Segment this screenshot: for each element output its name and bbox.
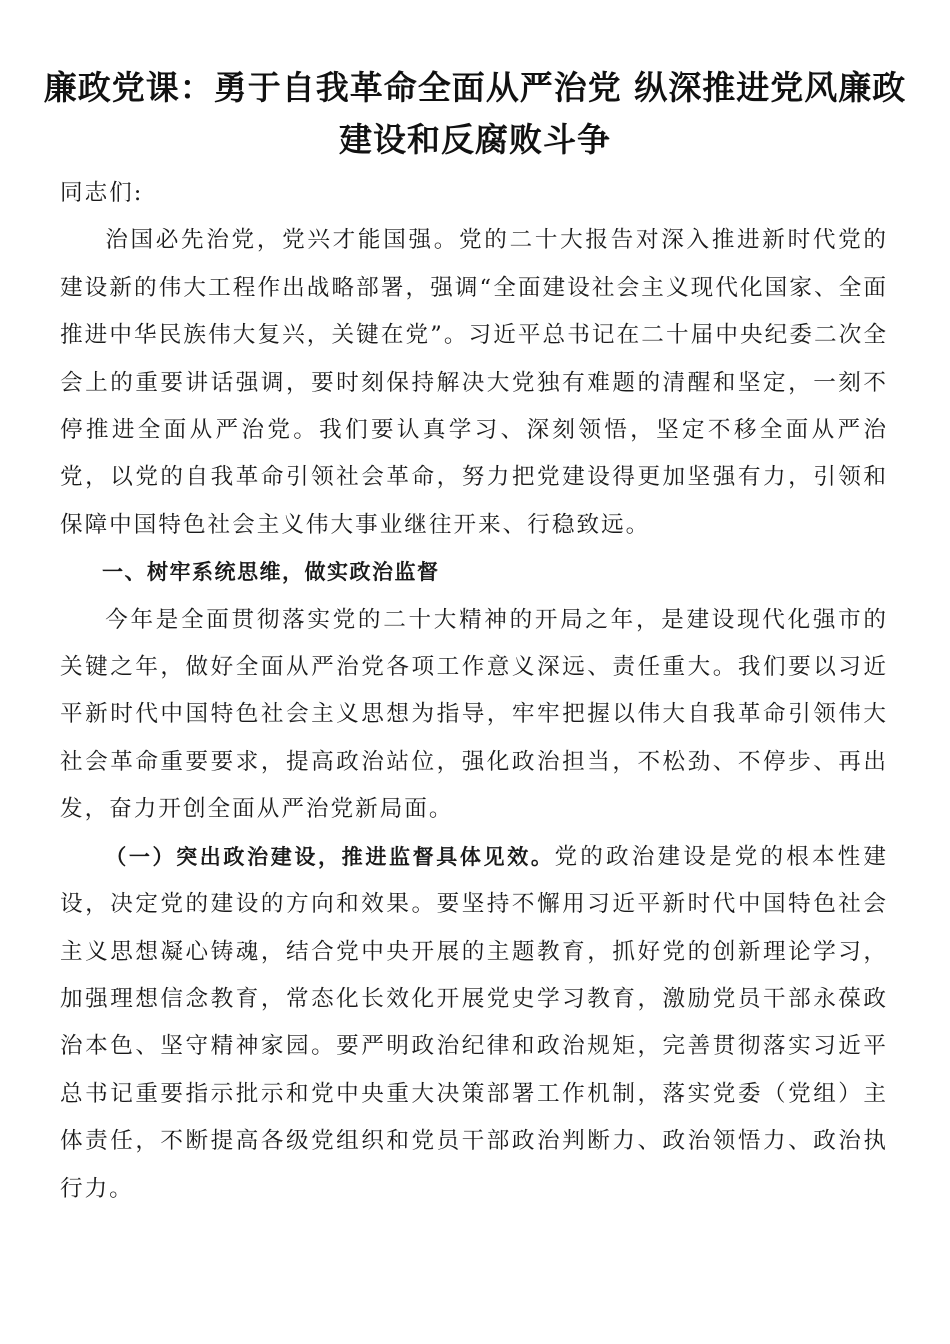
subsection-1-paragraph [60, 834, 888, 1213]
document-title: 廉政党课：勇于自我革命全面从严治党 纵深推进党风廉政建设和反腐败斗争 [43, 68, 907, 159]
subsection-1-heading: （一）突出政治建设，推进监督具体见效。 [105, 844, 555, 869]
section-1-heading: 一、树牢系统思维，做实政治监督 [102, 560, 440, 585]
section-1-paragraph: 今年是全面贯彻落实党的二十大精神的开局之年，是建设现代化强市的关键之年，做好全面从严治党各项工作意义深远、责任重大。我们要以习近平新时代中国特色社会主义思想为指导，牢牢把握以伟大自我革命引领伟大社会革命重要要求，提高政治站位，强化政治担当，不松劲、不停步、再出发，奋力开创全面从严治党新局面。 [60, 606, 888, 823]
document-body [60, 170, 888, 1213]
subsection-1-text: 党的政治建设是党的根本性建设，决定党的建设的方向和效果。要坚持不懈用习近平新时代中国特色社会主义思想凝心铸魂，结合党中央开展的主题教育，抓好党的创新理论学习，加强理想信念教育，常态化长效化开展党史学习教育，激励党员干部永葆政治本色、坚守精神家园。要严明政治纪律和政治规矩，完善贯彻落实习近平总书记重要指示批示和党中央重大决策部署工作机制，落实党委（党组）主体责任，不断提高各级党组织和党员干部政治判断力、政治领悟力、政治执行力。 [60, 843, 889, 1202]
salutation: 同志们: [60, 180, 144, 206]
intro-paragraph: 治国必先治党，党兴才能国强。党的二十大报告对深入推进新时代党的建设新的伟大工程作出战略部署，强调“全面建设社会主义现代化国家、全面推进中华民族伟大复兴，关键在党”。习近平总书记在二十届中央纪委二次全会上的重要讲话强调，要时刻保持解决大党独有难题的清醒和坚定，一刻不停推进全面从严治党。我们要认真学习、深刻领悟，坚定不移全面从严治党，以党的自我革命引领社会革命，努力把党建设得更加坚强有力，引领和保障中国特色社会主义伟大事业继往开来、行稳致远。 [60, 227, 888, 538]
